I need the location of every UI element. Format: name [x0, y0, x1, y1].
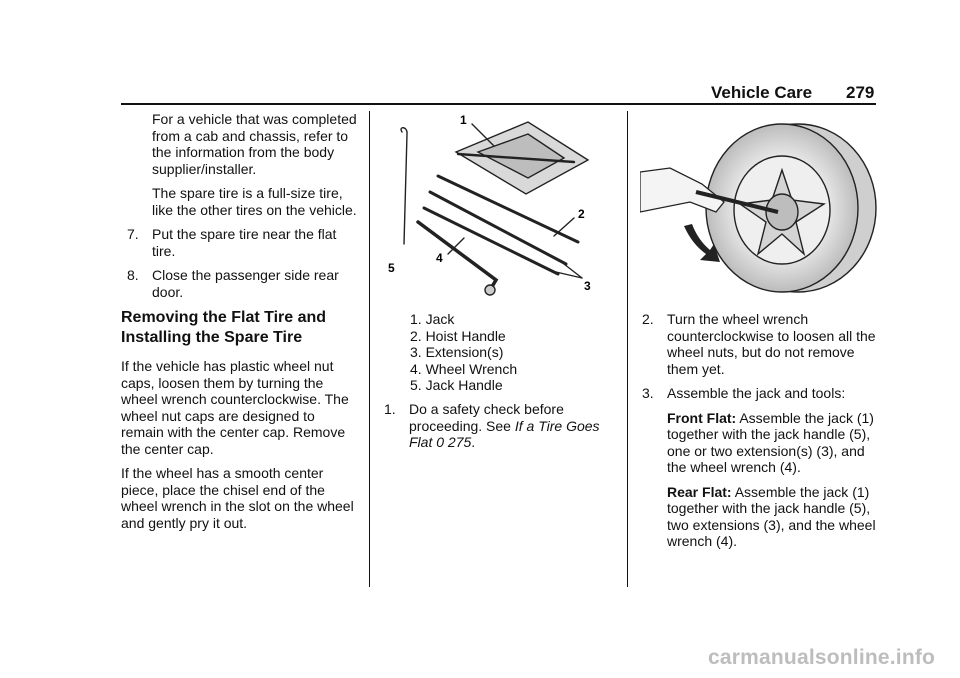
- callout-4: 4: [436, 251, 443, 265]
- legend-item: 3. Extension(s): [410, 344, 504, 360]
- step-text: Put the spare tire near the flat tire.: [152, 226, 337, 259]
- period: .: [471, 434, 476, 450]
- jack-tools-illustration: [378, 112, 598, 300]
- step-2: [636, 311, 876, 377]
- step-number: 7.: [127, 226, 139, 242]
- jack-handle: [401, 128, 407, 244]
- step-number: 2.: [642, 311, 654, 327]
- callout-1: 1: [460, 113, 467, 127]
- wheel-wrench: [418, 222, 496, 290]
- section-heading: Removing the Flat Tire and Installing the Spare Tire: [121, 309, 327, 346]
- page-ref-icon: 0: [436, 434, 445, 450]
- step-1-body: [378, 401, 618, 451]
- step-text: Assemble the jack and tools:: [667, 385, 846, 401]
- callout-2: 2: [578, 207, 585, 221]
- rear-flat-text: Assemble the jack (1) together with the jack handle (5), two extensions (3), and the wheel wrench (4).: [667, 483, 876, 549]
- column-3-steps: [636, 311, 876, 558]
- step-1: [378, 401, 618, 459]
- legend-item: 5. Jack Handle: [410, 377, 503, 393]
- step-3: [636, 385, 876, 402]
- cross-reference-page[interactable]: 275: [444, 434, 472, 450]
- legend-item: 2. Hoist Handle: [410, 327, 506, 344]
- watermark: carmanualsonline.info: [708, 646, 936, 669]
- cross-reference-link[interactable]: If a Tire Goes Flat: [409, 417, 600, 450]
- legend-item: 1. Jack: [410, 311, 455, 327]
- smooth-center-paragraph: If the wheel has a smooth center piece, place the chisel end of the wheel wrench in the slot on the wheel and gently pry it out.: [121, 465, 354, 531]
- spare-tire-note: The spare tire is a full-size tire, like the other tires on the vehicle.: [152, 185, 357, 218]
- step-number: 8.: [127, 267, 139, 283]
- page-number: 279: [846, 83, 875, 102]
- legend-item: 4. Wheel Wrench: [410, 360, 518, 377]
- cab-chassis-note: For a vehicle that was completed from a cab and chassis, refer to the information from the body supplier/installer.: [152, 111, 357, 177]
- front-flat-text: Assemble the jack (1) together with the jack handle (5), one or two extension(s) (3), and the wheel wrench (4).: [667, 409, 874, 475]
- front-flat-instructions: [636, 410, 876, 476]
- wheel-nut-caps-paragraph: If the vehicle has plastic wheel nut caps, loosen them by turning the wheel wrench counterclockwise. The wheel nut caps are designed to remain with the center cap. Remove the center cap.: [121, 358, 349, 457]
- column-1: [121, 111, 361, 539]
- column-divider-left: [369, 111, 370, 587]
- rear-flat-instructions: [636, 484, 876, 550]
- step-7: [121, 226, 361, 259]
- rear-flat-label: Rear Flat:: [667, 483, 732, 500]
- step-text: Close the passenger side rear door.: [152, 267, 339, 300]
- step-number: 1.: [384, 401, 396, 417]
- step-text: Do a safety check before proceeding. See: [409, 401, 564, 434]
- column-divider-right: [627, 111, 628, 587]
- wheel-wrench-illustration: [640, 112, 880, 294]
- step-number: 3.: [642, 385, 654, 401]
- header-rule: [121, 103, 876, 105]
- step-8: [121, 267, 361, 300]
- callout-3: 3: [584, 279, 591, 293]
- callout-5: 5: [388, 261, 395, 275]
- step-text: Turn the wheel wrench counterclockwise to loosen all the wheel nuts, but do not remove them yet.: [667, 311, 876, 377]
- tools-legend: [410, 311, 610, 394]
- front-flat-label: Front Flat:: [667, 409, 737, 426]
- section-title: Vehicle Care: [711, 83, 813, 102]
